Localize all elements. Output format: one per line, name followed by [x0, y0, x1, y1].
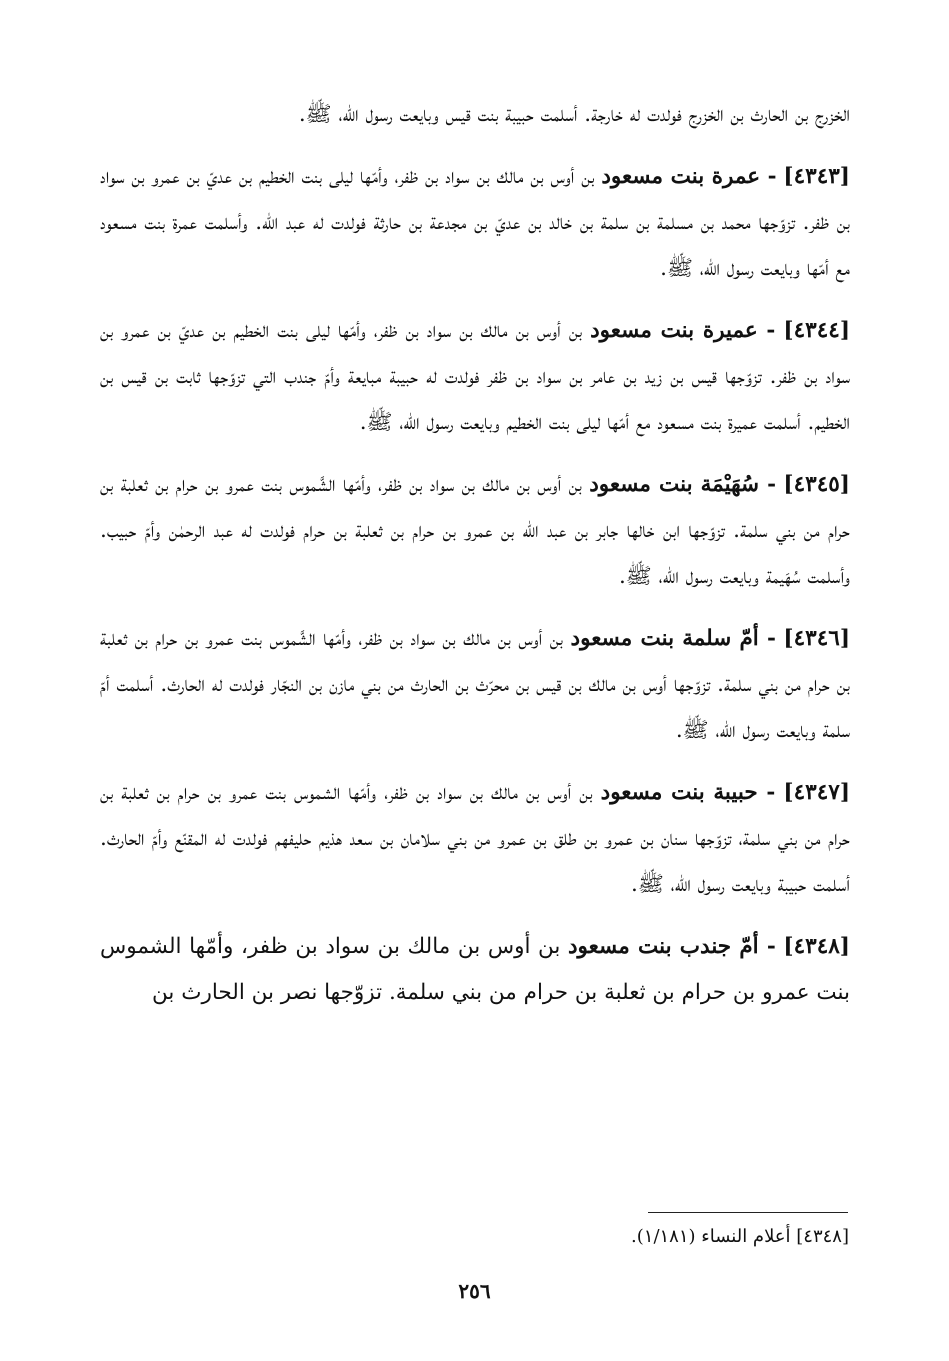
entry-4343 — [100, 154, 850, 292]
entry-name: - عميرة بنت مسعود — [590, 318, 776, 343]
entry-name: - عمرة بنت مسعود — [601, 164, 777, 189]
entry-name: - أمّ جندب بنت مسعود — [567, 934, 776, 959]
entry-text: بن أوس بن مالك بن سواد بن ظفر، وأمّها ليلى بنت الخطيم بن عديّ بن عمرو بن سواد بن ظفر. تزوّجها محمد بن مسلمة بن سلمة بن خالد بن عديّ بن مجدعة بن حارثة فولدت له عبد الله. وأسلمت عمرة بنت مسعود مع أمّها وبايعت رسول الله، ﷺ. — [100, 164, 850, 281]
entry-number: [٤٣٤٥] — [783, 472, 850, 497]
entry-text: بن أوس بن مالك بن سواد بن ظفر، وأمّها الشَّموس بنت عمرو بن حرام بن ثعلبة بن حرام من بني سلمة. تزوّجها ابن خالها جابر بن عبد الله بن عمرو بن حرام بن ثعلبة بن حرام فولدت له عبد الرحمٰن وأمّ حبيب. وأسلمت سُهَيمة وبايعت رسول الله، ﷺ. — [100, 472, 850, 589]
entry-number: [٤٣٤٧] — [783, 780, 850, 805]
entry-4347 — [100, 770, 850, 908]
entry-4346 — [100, 616, 850, 754]
entry-4345 — [100, 462, 850, 600]
entry-text: بن أوس بن مالك بن سواد بن ظفر، وأمّها ليلى بنت الخطيم بن عديّ بن عمرو بن سواد بن ظفر. تزوّجها قيس بن زيد بن عامر بن سواد بن ظفر فولدت له حبيبة مبايعة وأمّ جندب التي تزوّجها ثابت بن قيس بن الخطيم. أسلمت عميرة بنت مسعود مع أمّها ليلى بنت الخطيم وبايعت رسول الله، ﷺ. — [100, 318, 850, 435]
footnote: [٤٣٤٨] أعلام النساء (١/١٨١). — [631, 1226, 849, 1247]
continuation-paragraph — [100, 92, 850, 138]
continuation-text: الخزرج بن الحارث بن الخزرج فولدت له خارجة. أسلمت حبيبة بنت قيس وبايعت رسول الله، ﷺ. — [298, 102, 850, 127]
main-text — [100, 92, 850, 1032]
entry-4344 — [100, 308, 850, 446]
entry-number: [٤٣٤٣] — [783, 164, 850, 189]
entry-4348 — [100, 924, 850, 1016]
footnote-separator — [648, 1212, 848, 1213]
entry-name: - حبيبة بنت مسعود — [600, 780, 776, 805]
entry-number: [٤٣٤٨] — [783, 934, 850, 959]
entry-text: بن أوس بن مالك بن سواد بن ظفر، وأمّها الشموس بنت عمرو بن حرام بن ثعلبة بن حرام من بني سلمة، تزوّجها سنان بن عمرو بن طلق بن عمرو من بني سلامان بن سعد هذيم حليفهم فولدت له المقنّع وأمّ الحارث. أسلمت حبيبة وبايعت رسول الله، ﷺ. — [100, 780, 850, 897]
entry-number: [٤٣٤٦] — [783, 626, 850, 651]
entry-name: - أمّ سلمة بنت مسعود — [570, 626, 776, 651]
page-number: ٢٥٦ — [458, 1279, 491, 1303]
entry-number: [٤٣٤٤] — [783, 318, 850, 343]
entry-name: - سُهَيْمَة بنت مسعود — [589, 472, 776, 497]
entry-text: بن أوس بن مالك بن سواد بن ظفر، وأمّها الشَّموس بنت عمرو بن حرام بن ثعلبة بن حرام من بني سلمة. تزوّجها أوس بن مالك بن قيس بن محرّث بن الحارث من بني مازن بن النجّار فولدت له الحارث. أسلمت أمّ سلمة وبايعت رسول الله، ﷺ. — [100, 626, 850, 743]
entry-text: بن أوس بن مالك بن سواد بن ظفر، وأمّها الشموس بنت عمرو بن حرام بن ثعلبة بن حرام من بني سلمة. تزوّجها نصر بن الحارث بن — [100, 934, 850, 1005]
